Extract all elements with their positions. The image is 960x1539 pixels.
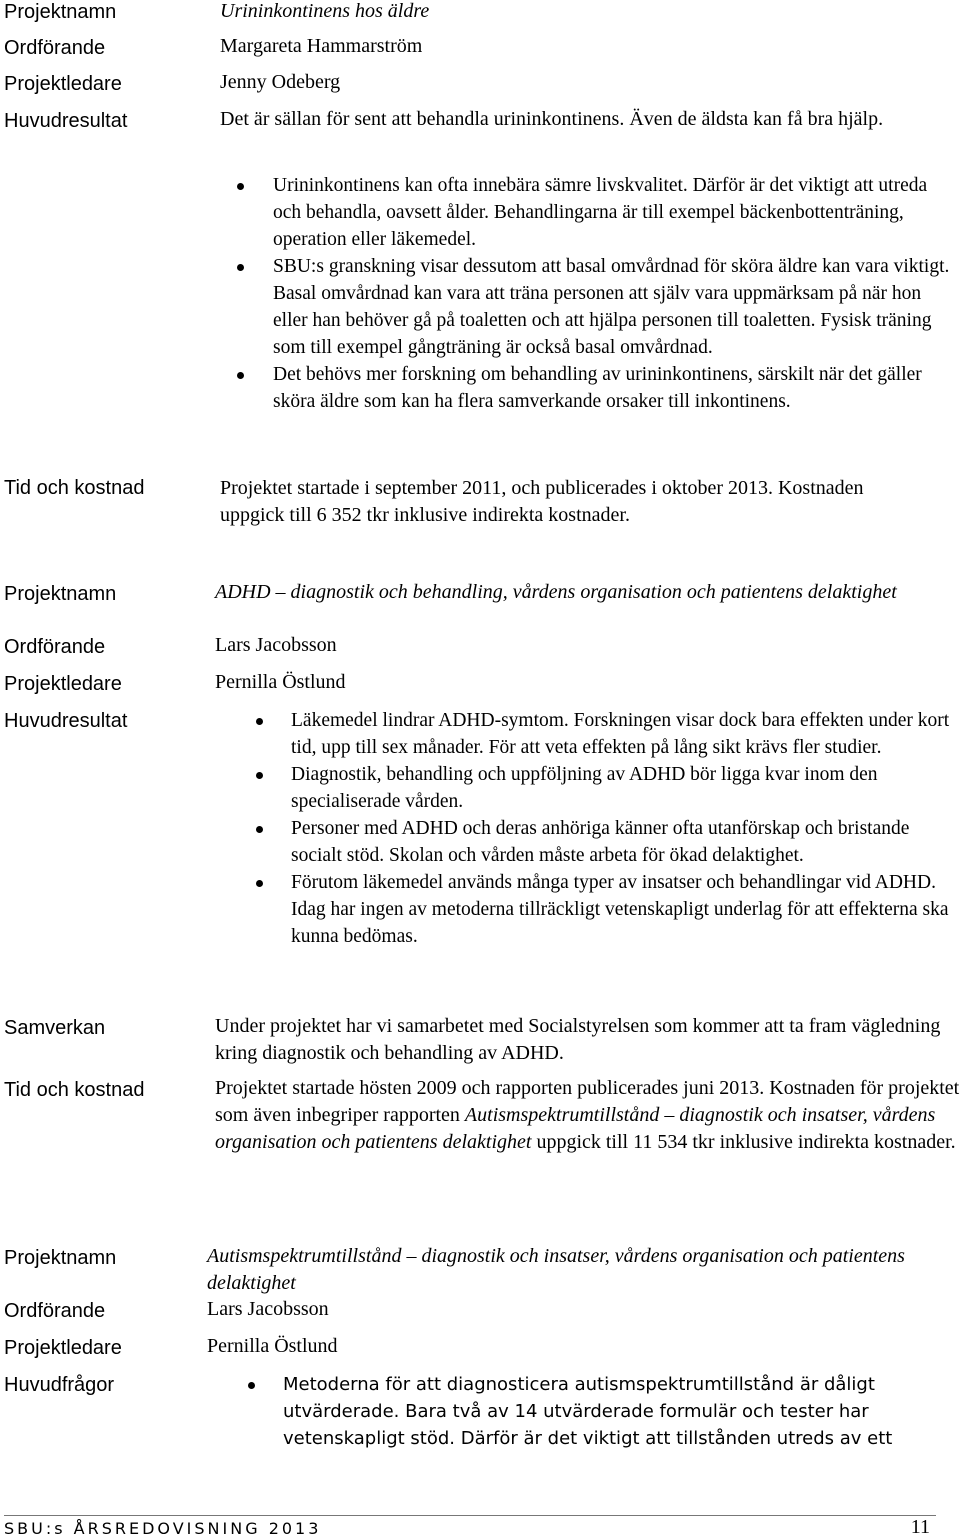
main-result-intro-1: Det är sällan för sent att behandla urininkontinens. Även de äldsta kan få bra hjälp. <box>220 108 884 130</box>
bullet-icon <box>237 372 244 379</box>
list-item: Personer med ADHD och deras anhöriga känner ofta utanförskap och bristande socialt stöd. Skolan och vården måste arbeta för ökad delaktighet. <box>291 815 951 869</box>
project-title-1: Urininkontinens hos äldre <box>220 0 430 22</box>
label-projektledare-1: Projektledare <box>4 73 122 95</box>
label-huvudfragor-3: Huvudfrågor <box>4 1374 115 1396</box>
main-result-list-2 <box>291 707 951 950</box>
label-projektnamn-2: Projektnamn <box>4 583 117 605</box>
list-item: Metoderna för att diagnosticera autismspektrumtillstånd är dåligt utvärderade. Bara två av 14 utvärderade formulär och tester har vetenskapligt stöd. Därför är det viktigt att tillstånden utreds av ett <box>283 1371 948 1452</box>
footer-title: SBU:s ÅRSREDOVISNING 2013 <box>4 1519 322 1538</box>
list-item: Det behövs mer forskning om behandling av urininkontinens, särskilt när det gäller sköra äldre som kan ha flera samverkande orsaker till inkontinens. <box>273 361 959 415</box>
bullet-icon <box>237 183 244 190</box>
list-item: Urininkontinens kan ofta innebära sämre livskvalitet. Därför är det viktigt att utreda och behandla, oavsett ålder. Behandlingarna är till exempel bäckenbottenträning, operation eller läkemedel. <box>273 172 959 253</box>
label-tid-1: Tid och kostnad <box>4 477 145 499</box>
bullet-icon <box>256 880 263 887</box>
project-lead-2: Pernilla Östlund <box>215 671 346 693</box>
project-lead-3: Pernilla Östlund <box>207 1335 338 1357</box>
label-ordforande-2: Ordförande <box>4 636 106 658</box>
main-questions-list-3 <box>283 1371 948 1452</box>
page-number: 11 <box>910 1516 930 1538</box>
label-projektnamn-1: Projektnamn <box>4 1 117 23</box>
label-huvudresultat-1: Huvudresultat <box>4 110 128 132</box>
bullet-icon <box>256 718 263 725</box>
bullet-icon <box>256 772 263 779</box>
label-projektledare-2: Projektledare <box>4 673 122 695</box>
list-item: Förutom läkemedel används många typer av insatser och behandlingar vid ADHD. Idag har ingen av metoderna tillräckligt vetenskapligt underlag för att effekterna ska kunna bedömas. <box>291 869 951 950</box>
chair-3: Lars Jacobsson <box>207 1298 329 1320</box>
bullet-icon <box>248 1382 255 1389</box>
label-ordforande-1: Ordförande <box>4 37 106 59</box>
project-title-3: Autismspektrumtillstånd – diagnostik och insatser, vårdens organisation och patientens delaktighet <box>207 1245 905 1294</box>
bullet-icon <box>237 264 244 271</box>
collaboration-2: Under projektet har vi samarbetet med Socialstyrelsen som kommer att ta fram vägledning kring diagnostik och behandling av ADHD. <box>215 1015 941 1064</box>
chair-2: Lars Jacobsson <box>215 634 337 656</box>
label-projektledare-3: Projektledare <box>4 1337 122 1359</box>
label-tid-2: Tid och kostnad <box>4 1079 145 1101</box>
chair-1: Margareta Hammarström <box>220 35 423 57</box>
label-ordforande-3: Ordförande <box>4 1300 106 1322</box>
main-result-list-1 <box>273 172 959 415</box>
time-cost-1: Projektet startade i september 2011, och publicerades i oktober 2013. Kostnaden uppgick till 6 352 tkr inklusive indirekta kostnader. <box>220 477 864 526</box>
list-item: SBU:s granskning visar dessutom att basal omvårdnad för sköra äldre kan vara viktigt. Basal omvårdnad kan vara att träna personen att själv vara uppmärksam på när hon eller han behöver gå på toaletten och att hjälpa personen till toaletten. Fysisk träning som till exempel gångträning är också basal omvårdnad. <box>273 253 959 361</box>
label-huvudresultat-2: Huvudresultat <box>4 710 128 732</box>
list-item: Läkemedel lindrar ADHD-symtom. Forskningen visar dock bara effekten under kort tid, upp till sex månader. För att veta effekten på lång sikt krävs fler studier. <box>291 707 951 761</box>
label-projektnamn-3: Projektnamn <box>4 1247 117 1269</box>
list-item: Diagnostik, behandling och uppföljning av ADHD bör ligga kvar inom den specialiserade vården. <box>291 761 951 815</box>
label-samverkan-2: Samverkan <box>4 1017 106 1039</box>
bullet-icon <box>256 826 263 833</box>
project-lead-1: Jenny Odeberg <box>220 71 341 93</box>
time-cost-2: Projektet startade hösten 2009 och rapporten publicerades juni 2013. Kostnaden för projektet som även inbegriper rapporten Autismspektrumtillstånd – diagnostik och insatser, vårdens organisation och patientens delaktighet uppgick till 11 534 tkr inklusive indirekta kostnader. <box>215 1077 960 1153</box>
project-title-2: ADHD – diagnostik och behandling, vårdens organisation och patientens delaktighet <box>215 581 897 603</box>
footer-rule <box>4 1515 936 1516</box>
